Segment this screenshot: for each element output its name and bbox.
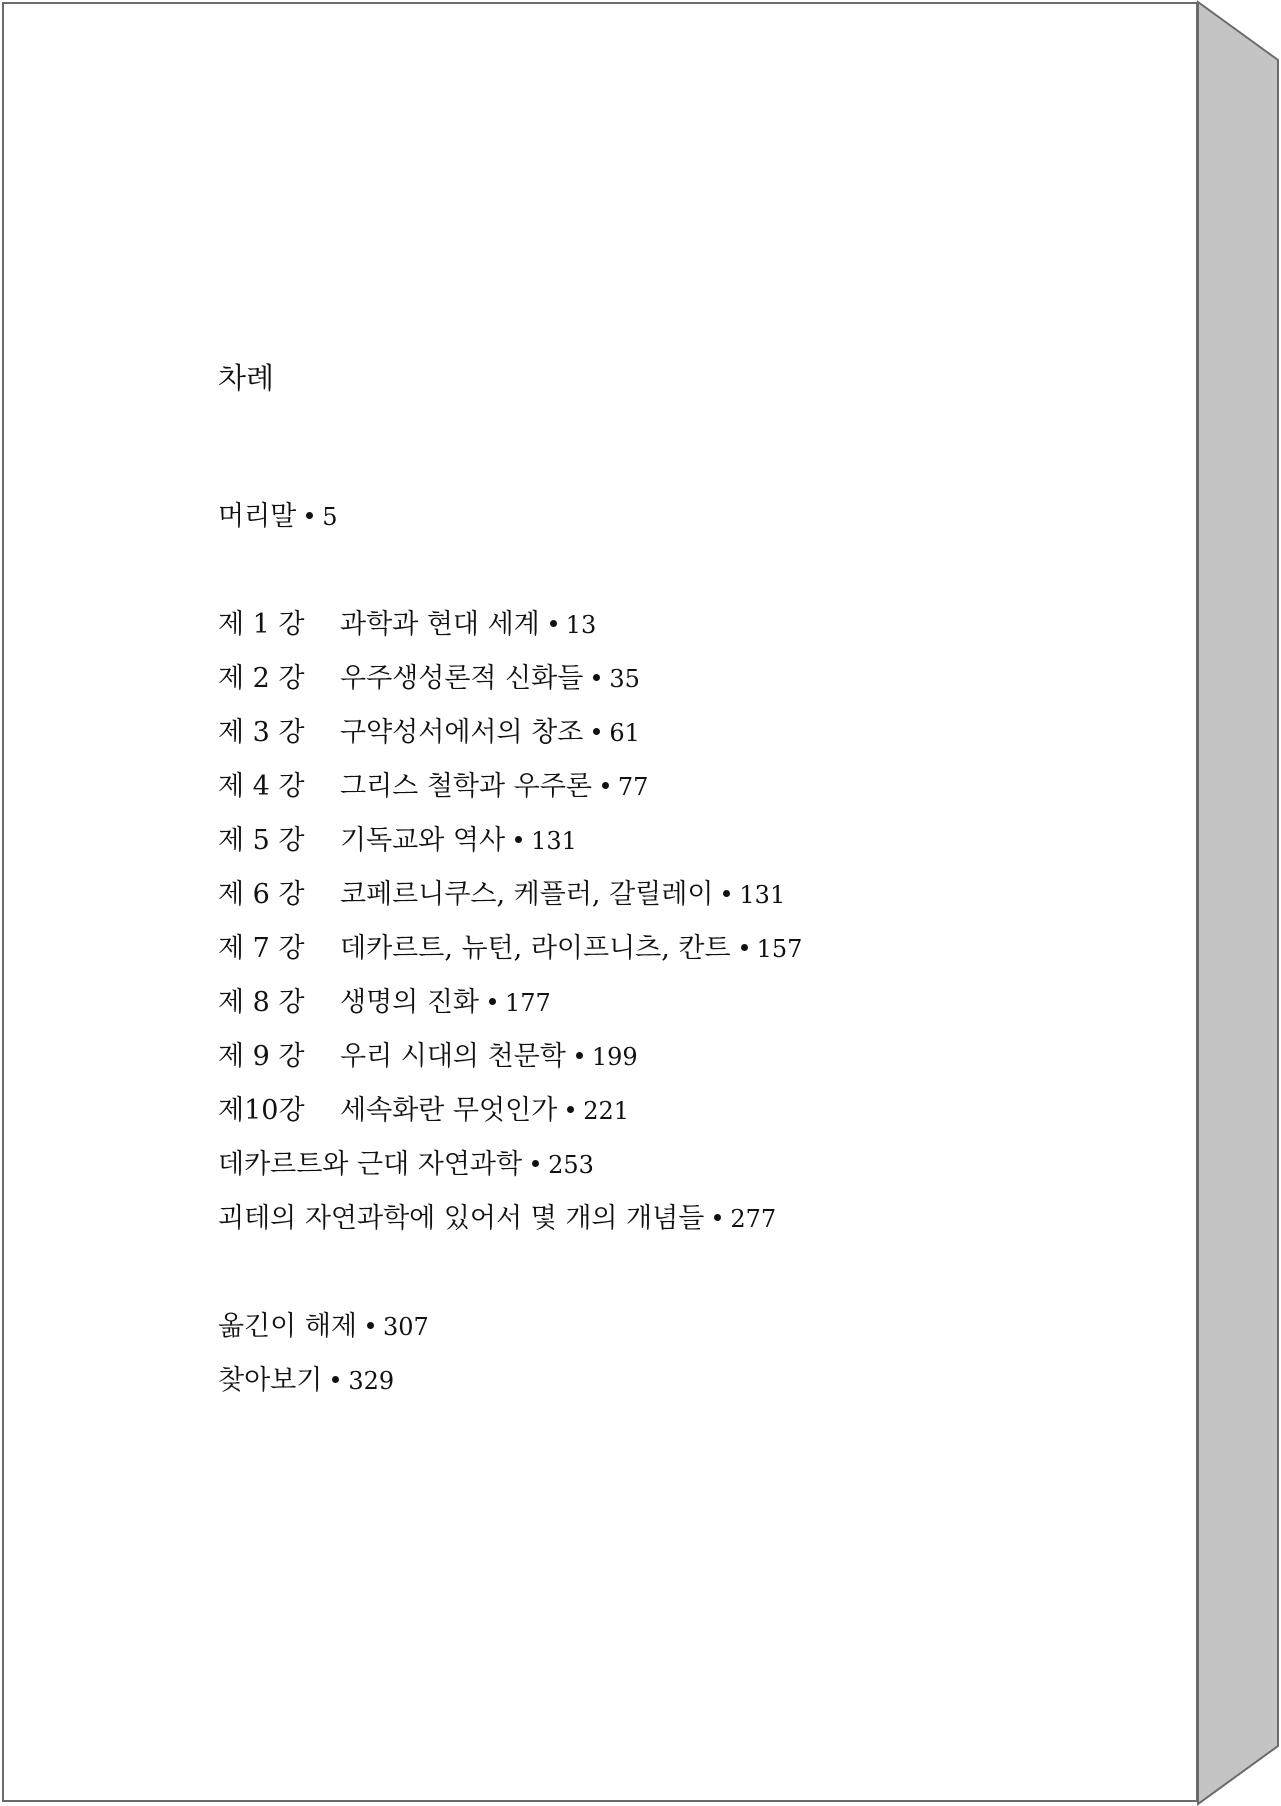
- toc-entry-chapter-9: [218, 1039, 638, 1075]
- entry-title: 기독교와 역사: [340, 825, 506, 856]
- bullet-dot-icon: [567, 1106, 574, 1113]
- chapter-number: 제10강: [218, 1095, 305, 1126]
- chapter-number: 제 1 강: [218, 609, 305, 640]
- entry-title: 찾아보기: [218, 1365, 323, 1396]
- bullet-dot-icon: [602, 782, 609, 789]
- entry-title: 구약성서에서의 창조: [340, 717, 584, 748]
- bullet-dot-icon: [489, 998, 496, 1005]
- entry-page: 221: [583, 1097, 630, 1125]
- toc-entry-chapter-1: [218, 607, 596, 643]
- toc-entry-chapter-5: [218, 823, 577, 859]
- entry-page: 13: [565, 611, 597, 639]
- bullet-dot-icon: [532, 1160, 539, 1167]
- chapter-number: 제 7 강: [218, 933, 305, 964]
- bullet-dot-icon: [714, 1214, 721, 1221]
- bullet-dot-icon: [515, 836, 522, 843]
- chapter-number: 제 3 강: [218, 717, 305, 748]
- toc-entry-index: [218, 1363, 394, 1399]
- bullet-dot-icon: [306, 512, 313, 519]
- chapter-number: 제 5 강: [218, 825, 305, 856]
- entry-page: 253: [548, 1151, 594, 1179]
- entry-page: 61: [609, 719, 640, 747]
- entry-page: 77: [617, 773, 649, 801]
- entry-title: 코페르니쿠스, 케플러, 갈릴레이: [340, 879, 714, 910]
- toc-entry-chapter-8: [218, 985, 551, 1021]
- toc-entry-appendix-2: [218, 1201, 776, 1237]
- entry-page: 329: [348, 1367, 395, 1395]
- toc-entry-chapter-2: [218, 661, 640, 697]
- entry-page: 307: [383, 1313, 429, 1341]
- entry-page: 35: [609, 665, 640, 693]
- toc-entry-translator-notes: [218, 1309, 429, 1345]
- bullet-dot-icon: [741, 944, 748, 951]
- entry-title: 그리스 철학과 우주론: [340, 771, 592, 802]
- entry-page: 157: [756, 935, 803, 963]
- entry-page: 177: [505, 989, 551, 1017]
- bullet-dot-icon: [332, 1376, 339, 1383]
- entry-title: 우주생성론적 신화들: [340, 663, 584, 694]
- entry-page: 199: [591, 1043, 638, 1071]
- chapter-number: 제 2 강: [218, 663, 305, 694]
- entry-title: 과학과 현대 세계: [340, 609, 540, 640]
- toc-entry-chapter-6: [218, 877, 785, 913]
- chapter-number: 제 6 강: [218, 879, 305, 910]
- bullet-dot-icon: [723, 890, 730, 897]
- chapter-number: 제 4 강: [218, 771, 305, 802]
- entry-title: 데카르트와 근대 자연과학: [218, 1149, 523, 1180]
- chapter-number: 제 8 강: [218, 987, 305, 1018]
- toc-entry-preface: [218, 499, 338, 535]
- entry-page: 131: [531, 827, 577, 855]
- entry-page: 277: [730, 1205, 777, 1233]
- entry-title: 머리말: [218, 501, 297, 532]
- chapter-number: 제 9 강: [218, 1041, 305, 1072]
- entry-title: 데카르트, 뉴턴, 라이프니츠, 칸트: [340, 933, 731, 964]
- book-page: [2, 2, 1198, 1802]
- toc-entry-chapter-4: [218, 769, 648, 805]
- entry-title: 옮긴이 해제: [218, 1311, 357, 1342]
- bullet-dot-icon: [593, 674, 600, 681]
- bullet-dot-icon: [576, 1052, 583, 1059]
- entry-title: 세속화란 무엇인가: [340, 1095, 558, 1126]
- bullet-dot-icon: [550, 620, 557, 627]
- bullet-dot-icon: [593, 728, 600, 735]
- entry-title: 우리 시대의 천문학: [340, 1041, 566, 1072]
- toc-entry-chapter-7: [218, 931, 802, 967]
- toc-heading: 차례: [218, 361, 275, 395]
- toc-entry-appendix-1: [218, 1147, 594, 1183]
- entry-page: 5: [322, 503, 338, 531]
- toc-entry-chapter-10: [218, 1093, 629, 1129]
- entry-page: 131: [739, 881, 786, 909]
- toc-entry-chapter-3: [218, 715, 640, 751]
- entry-title: 괴테의 자연과학에 있어서 몇 개의 개념들: [218, 1203, 705, 1234]
- bullet-dot-icon: [367, 1322, 374, 1329]
- entry-title: 생명의 진화: [340, 987, 479, 1018]
